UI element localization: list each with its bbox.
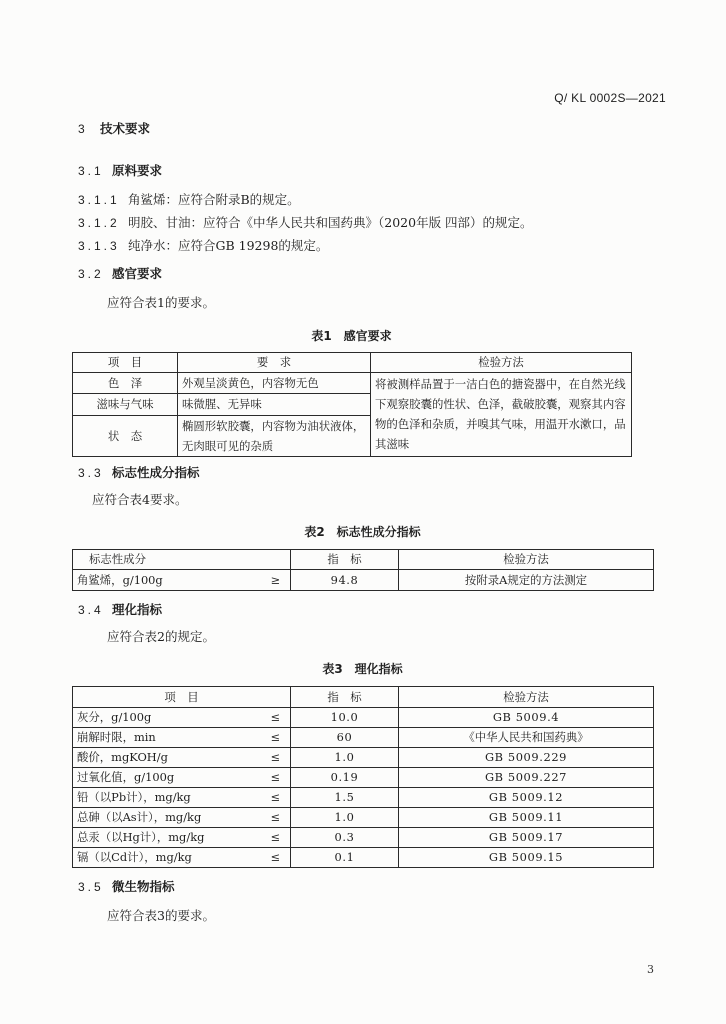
table-label: 表1 (311, 329, 332, 343)
indicator-name-cell: 灰分，g/100g (73, 708, 261, 728)
section-title: 微生物指标 (112, 879, 175, 894)
section-title: 技术要求 (100, 121, 151, 136)
section-number: 3.4 (78, 603, 104, 617)
test-method-cell: GB 5009.227 (399, 768, 654, 788)
comparison-sign: ≤ (261, 848, 291, 868)
clause-text: 角鲨烯：应符合附录B的规定。 (128, 192, 300, 207)
table-row (73, 788, 654, 808)
test-method-cell: GB 5009.4 (399, 708, 654, 728)
comparison-sign: ≤ (261, 788, 291, 808)
limit-value-cell: 10.0 (291, 708, 399, 728)
comparison-sign: ≤ (261, 748, 291, 768)
clause-3-1-1 (78, 191, 300, 208)
table-header-cell: 要 求 (178, 353, 371, 373)
section-3-3-text: 应符合表4要求。 (92, 492, 188, 507)
indicator-name-cell: 总汞（以Hg计），mg/kg (73, 828, 261, 848)
test-method-cell: GB 5009.12 (399, 788, 654, 808)
clause-number: 3.1.3 (78, 239, 120, 253)
section-number: 3.5 (78, 880, 104, 894)
comparison-sign: ≤ (261, 728, 291, 748)
comparison-sign: ≤ (261, 808, 291, 828)
indicator-name-cell: 酸价，mgKOH/g (73, 748, 261, 768)
table-header-cell: 项 目 (73, 353, 178, 373)
limit-value-cell: 1.0 (291, 808, 399, 828)
table-label: 表2 (304, 525, 325, 539)
comparison-sign: ≤ (261, 828, 291, 848)
limit-value-cell: 1.5 (291, 788, 399, 808)
section-number: 3.2 (78, 267, 104, 281)
limit-value-cell: 94.8 (291, 570, 399, 591)
table-row (73, 708, 654, 728)
test-method-cell: GB 5009.229 (399, 748, 654, 768)
table-3-caption (72, 661, 653, 677)
table-title: 感官要求 (343, 329, 392, 343)
clause-number: 3.1.2 (78, 216, 120, 230)
table-row (73, 768, 654, 788)
section-3-4-heading (78, 601, 162, 618)
comparison-sign: ≤ (261, 768, 291, 788)
section-3-5-text: 应符合表3的要求。 (107, 908, 215, 923)
table-3-physicochemical (72, 686, 654, 868)
table-header-cell: 指 标 (291, 550, 399, 570)
limit-value-cell: 0.1 (291, 848, 399, 868)
sensory-requirement-cell: 椭圆形软胶囊，内容物为油状液体，无肉眼可见的杂质 (178, 416, 371, 457)
table-title: 理化指标 (354, 662, 403, 676)
indicator-name-cell: 镉（以Cd计），mg/kg (73, 848, 261, 868)
comparison-sign: ≤ (261, 708, 291, 728)
indicator-name-cell: 过氧化值，g/100g (73, 768, 261, 788)
table-row (73, 828, 654, 848)
section-title: 标志性成分指标 (112, 465, 200, 480)
table-header-cell: 检验方法 (371, 353, 632, 373)
indicator-name-cell: 铅（以Pb计），mg/kg (73, 788, 261, 808)
section-title: 原料要求 (112, 163, 163, 178)
table-header-cell: 检验方法 (399, 687, 654, 708)
section-3-3-heading (78, 464, 200, 481)
sensory-requirement-cell: 外观呈淡黄色，内容物无色 (178, 373, 371, 394)
section-3-2-heading (78, 265, 162, 282)
table-2-marker-component (72, 549, 654, 591)
table-row (73, 808, 654, 828)
limit-value-cell: 60 (291, 728, 399, 748)
sensory-item-cell: 状 态 (73, 416, 178, 457)
table-label: 表3 (322, 662, 343, 676)
table-header-cell: 项 目 (73, 687, 291, 708)
test-method-cell: GB 5009.17 (399, 828, 654, 848)
test-method-cell: 将被测样品置于一洁白色的搪瓷器中，在自然光线下观察胶囊的性状、色泽，截破胶囊，观察其内容物的色泽和杂质，并嗅其气味，用温开水漱口，品其滋味 (371, 373, 632, 457)
table-row (73, 728, 654, 748)
section-number: 3.1 (78, 164, 104, 178)
section-3-5-heading (78, 878, 175, 895)
table-row (73, 748, 654, 768)
indicator-name-cell: 总砷（以As计），mg/kg (73, 808, 261, 828)
section-3-1-heading (78, 162, 162, 179)
section-number: 3.3 (78, 466, 104, 480)
table-row (73, 848, 654, 868)
table-header-cell: 检验方法 (399, 550, 654, 570)
table-title: 标志性成分指标 (336, 525, 421, 539)
clause-3-1-3 (78, 237, 328, 254)
section-3-2-text: 应符合表1的要求。 (107, 295, 215, 310)
table-header-cell: 标志性成分 (73, 550, 291, 570)
sensory-item-cell: 色 泽 (73, 373, 178, 394)
clause-number: 3.1.1 (78, 193, 120, 207)
limit-value-cell: 1.0 (291, 748, 399, 768)
section-number: 3 (78, 122, 88, 136)
test-method-cell: GB 5009.15 (399, 848, 654, 868)
clause-text: 明胶、甘油：应符合《中华人民共和国药典》（2020年版 四部）的规定。 (128, 215, 533, 230)
section-3-4-text: 应符合表2的规定。 (107, 629, 215, 644)
document-code: Q/ KL 0002S—2021 (554, 91, 666, 105)
clause-3-1-2 (78, 214, 533, 231)
table-2-caption (72, 524, 653, 540)
page-number: 3 (647, 963, 654, 976)
indicator-name-cell: 角鲨烯，g/100g (73, 570, 261, 591)
table-1-sensory-requirements (72, 352, 632, 457)
clause-text: 纯净水：应符合GB 19298的规定。 (128, 238, 329, 253)
sensory-item-cell: 滋味与气味 (73, 394, 178, 416)
section-title: 理化指标 (112, 602, 163, 617)
section-title: 感官要求 (112, 266, 163, 281)
limit-value-cell: 0.19 (291, 768, 399, 788)
test-method-cell: 按附录A规定的方法测定 (399, 570, 654, 591)
table-1-caption (72, 328, 631, 344)
indicator-name-cell: 崩解时限，min (73, 728, 261, 748)
test-method-cell: 《中华人民共和国药典》 (399, 728, 654, 748)
test-method-cell: GB 5009.11 (399, 808, 654, 828)
sensory-requirement-cell: 味微腥、无异味 (178, 394, 371, 416)
limit-value-cell: 0.3 (291, 828, 399, 848)
table-header-cell: 指 标 (291, 687, 399, 708)
section-3-heading (78, 120, 150, 137)
comparison-sign: ≥ (261, 570, 291, 591)
